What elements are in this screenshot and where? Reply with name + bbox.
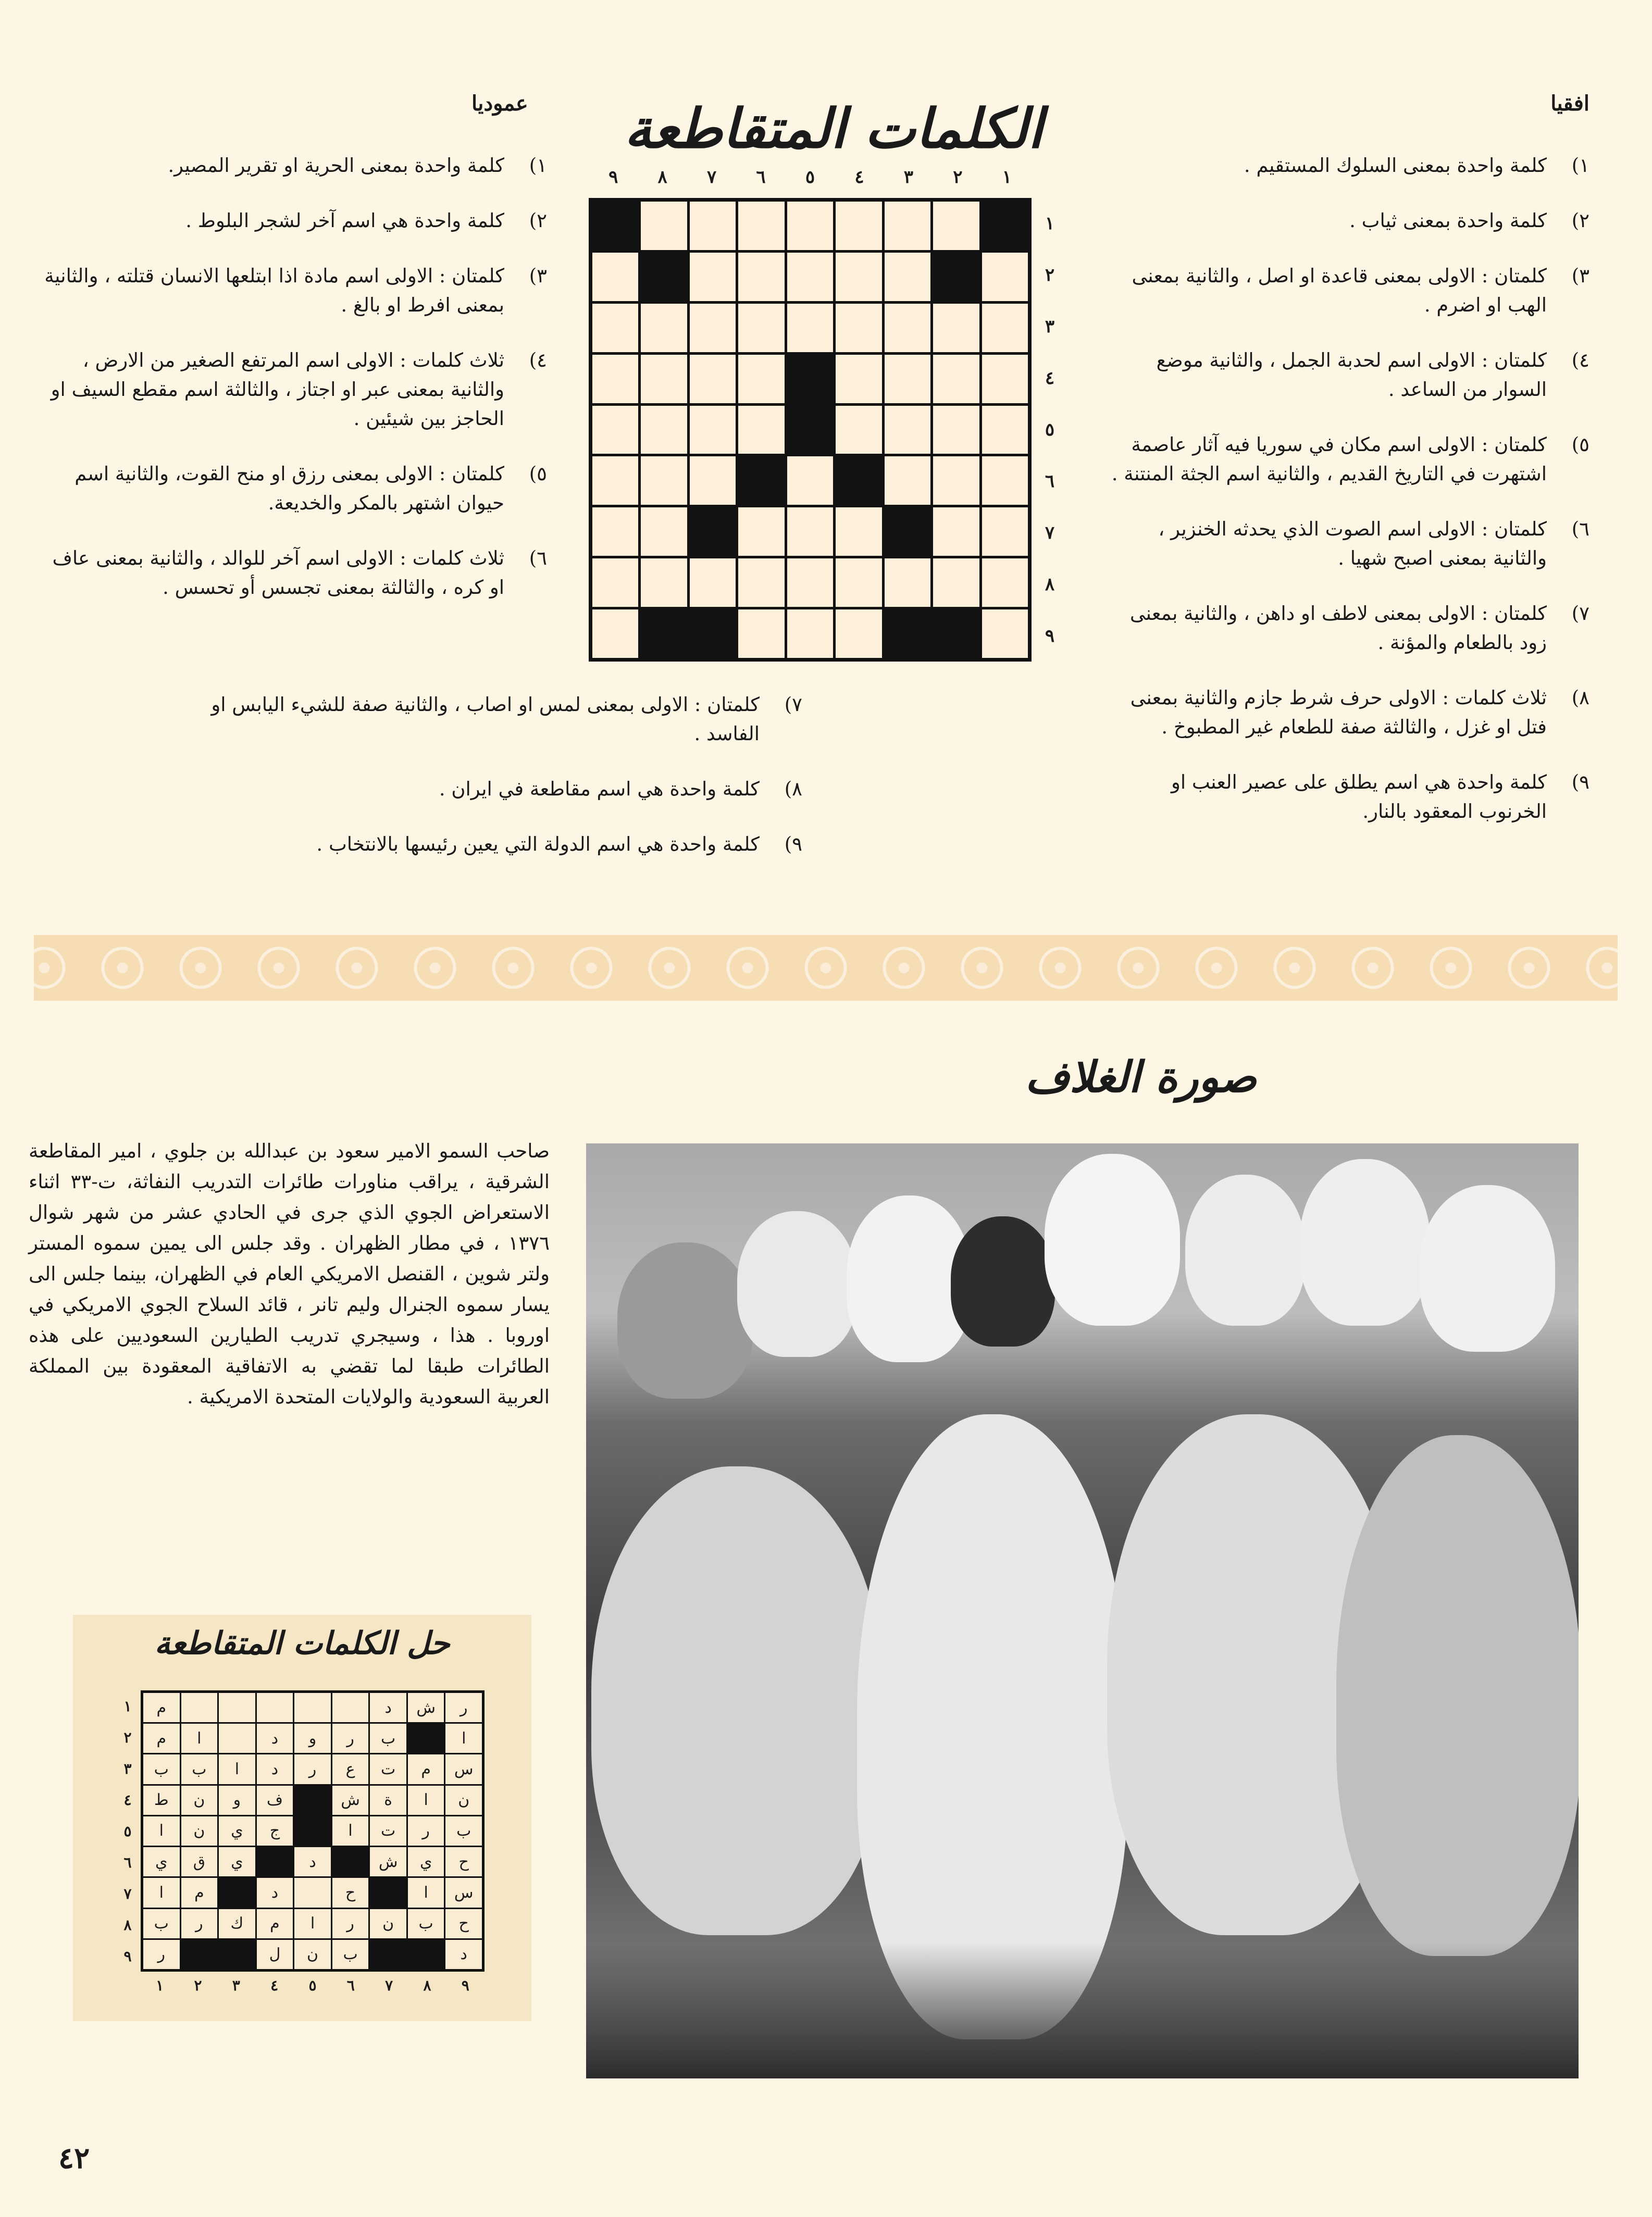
solution-letter: ا (143, 1816, 180, 1846)
white-square (787, 253, 833, 301)
white-square (641, 558, 687, 607)
column-number: ٣ (903, 167, 914, 188)
solution-letter: ن (294, 1940, 331, 1969)
black-square (933, 609, 979, 658)
white-square (836, 355, 881, 403)
clue-text: كلمة واحدة هي اسم مقاطعة في ايران . (439, 778, 760, 800)
white-square (787, 507, 833, 556)
clue-text: كلمة واحدة هي اسم آخر لشجر البلوط . (185, 209, 504, 232)
clue-number: ٥) (1571, 433, 1589, 456)
row-number: ١ (1045, 213, 1055, 234)
solution-letter: ك (219, 1909, 255, 1938)
white-square (982, 406, 1028, 454)
white-square (641, 202, 687, 250)
white-square (933, 558, 979, 607)
solution-black-square (219, 1940, 255, 1969)
solution-letter: ش (408, 1693, 444, 1722)
solution-letter: ح (332, 1878, 369, 1907)
clue-number: ٢) (529, 209, 547, 232)
down-clues-lower (156, 690, 802, 885)
clue-number: ٩) (784, 833, 802, 855)
solution-letter: ر (181, 1909, 218, 1938)
white-square (933, 507, 979, 556)
clue-number: ٧) (1571, 602, 1589, 625)
clue-text: كلمتان : الاولى اسم مادة اذا ابتلعها الانسان قتلته ، والثانية بمعنى افرط او بالغ . (44, 265, 504, 316)
solution-letter: و (219, 1786, 255, 1815)
white-square (738, 609, 784, 658)
white-square (836, 507, 881, 556)
solution-column-number: ٧ (385, 1977, 393, 1994)
clue-item (36, 151, 547, 180)
white-square (592, 558, 638, 607)
solution-letter: د (257, 1878, 293, 1907)
solution-letter (219, 1693, 255, 1722)
clue-number: ٨) (784, 778, 802, 800)
solution-letter: ا (143, 1878, 180, 1907)
solution-letter: ا (294, 1909, 331, 1938)
solution-letter: د (445, 1940, 482, 1969)
white-square (836, 406, 881, 454)
white-square (933, 456, 979, 505)
solution-letter: ط (143, 1786, 180, 1815)
solution-letter: ي (219, 1847, 255, 1876)
clue-text: كلمة واحدة هي اسم يطلق على عصير العنب او الخرنوب المعقود بالنار. (1171, 771, 1547, 823)
clue-number: ١) (529, 154, 547, 177)
solution-row-number: ٤ (123, 1791, 132, 1809)
white-square (836, 558, 881, 607)
solution-title: حل الكلمات المتقاطعة (154, 1625, 450, 1662)
solution-black-square (294, 1816, 331, 1846)
solution-column-number: ١ (156, 1977, 164, 1994)
clue-text: كلمة واحدة هي اسم الدولة التي يعين رئيسها بالانتخاب . (316, 833, 760, 855)
white-square (738, 558, 784, 607)
white-square (641, 507, 687, 556)
solution-letter: ب (332, 1940, 369, 1969)
black-square (836, 456, 881, 505)
clue-number: ١) (1571, 154, 1589, 177)
clue-item (36, 206, 547, 235)
solution-letter: ي (408, 1847, 444, 1876)
white-square (690, 355, 736, 403)
white-square (933, 202, 979, 250)
solution-black-square (257, 1847, 293, 1876)
down-heading: عموديا (471, 91, 528, 116)
black-square (933, 253, 979, 301)
clue-number: ٣) (1571, 265, 1589, 287)
solution-letter: ر (408, 1816, 444, 1846)
black-square (885, 507, 930, 556)
solution-letter: ن (445, 1786, 482, 1815)
clue-text: كلمة واحدة بمعنى السلوك المستقيم . (1244, 154, 1547, 177)
solution-letter: ح (445, 1847, 482, 1876)
white-square (933, 304, 979, 352)
column-number: ٢ (953, 167, 963, 188)
clue-text: ثلاث كلمات : الاولى اسم المرتفع الصغير من الارض ، والثانية بمعنى عبر او اجتاز ، والثالثة اسم مقطع السيف او الحاجز بين شيئين . (51, 349, 504, 430)
solution-letter: ق (181, 1847, 218, 1876)
black-square (690, 507, 736, 556)
figure-headdress-white (1045, 1154, 1180, 1326)
white-square (885, 456, 930, 505)
solution-letter: ب (143, 1754, 180, 1784)
solution-column-number: ٨ (423, 1977, 431, 1994)
solution-letter: ف (257, 1786, 293, 1815)
white-square (885, 558, 930, 607)
row-number: ٨ (1045, 574, 1055, 595)
clue-number: ٨) (1571, 687, 1589, 709)
column-number: ٤ (854, 167, 864, 188)
clue-text: كلمتان : الاولى اسم الصوت الذي يحدثه الخنزير ، والثانية بمعنى اصبح شهيا . (1158, 518, 1547, 569)
white-square (738, 355, 784, 403)
clue-number: ٩) (1571, 771, 1589, 793)
clue-item (1110, 261, 1589, 320)
clue-number: ٦) (1571, 518, 1589, 540)
solution-letter: ب (370, 1724, 406, 1753)
white-square (982, 253, 1028, 301)
solution-letter: د (370, 1693, 406, 1722)
solution-letter: س (445, 1754, 482, 1784)
figure-headdress-white (1185, 1175, 1305, 1326)
white-square (690, 304, 736, 352)
white-square (982, 456, 1028, 505)
white-square (885, 406, 930, 454)
solution-letter: ج (257, 1816, 293, 1846)
solution-black-square (181, 1940, 218, 1969)
solution-letter: د (257, 1754, 293, 1784)
white-square (836, 304, 881, 352)
white-square (836, 202, 881, 250)
solution-letter: ب (408, 1909, 444, 1938)
white-square (690, 558, 736, 607)
clue-item (156, 830, 802, 859)
clue-number: ٤) (1571, 349, 1589, 371)
solution-column-number: ٣ (232, 1977, 240, 1994)
white-square (885, 304, 930, 352)
solution-letter (294, 1878, 331, 1907)
white-square (787, 558, 833, 607)
white-square (690, 202, 736, 250)
solution-letter: ة (370, 1786, 406, 1815)
solution-letter: ا (181, 1724, 218, 1753)
solution-black-square (370, 1878, 406, 1907)
solution-letter: م (257, 1909, 293, 1938)
solution-letter: د (257, 1724, 293, 1753)
clue-item (36, 346, 547, 433)
clue-text: كلمتان : الاولى اسم مكان في سوريا فيه آثار عاصمة اشتهرت في التاريخ القديم ، والثانية اسم الجثة المنتنة . (1111, 433, 1547, 485)
cover-caption: صاحب السمو الامير سعود بن عبدالله بن جلوي ، امير المقاطعة الشرقية ، يراقب مناورات طائرات التدريب النفاثة، ت-٣٣ اثناء الاستعراض الجوي الذي جرى في الحادي عشر من شهر شوال ١٣٧٦ ، في مطار الظهران . وقد جلس الى يمين سموه المستر ولتر شوين ، القنصل الامريكي العام في الظهران، بينما جلس الى يسار سموه الجنرال وليم تانر ، قائد السلاح الجوي الامريكي في اوروبا . هذا ، وسيجري تدريب الطيارين السعوديين على هذه الطائرات طبقا لما تقضي به الاتفاقية المعقودة بين المملكة العربية السعودية والولايات المتحدة الامريكية . (29, 1140, 550, 1408)
solution-letter (257, 1693, 293, 1722)
black-square (690, 609, 736, 658)
solution-letter: ب (143, 1909, 180, 1938)
solution-letter: م (143, 1724, 180, 1753)
solution-letter: ي (219, 1816, 255, 1846)
figure-standing (951, 1216, 1055, 1347)
clue-text: كلمتان : الاولى بمعنى لاطف او داهن ، والثانية بمعنى زود بالطعام والمؤنة . (1129, 602, 1547, 654)
white-square (641, 456, 687, 505)
solution-letter: د (294, 1847, 331, 1876)
clue-text: كلمتان : الاولى بمعنى لمس او اصاب ، والثانية صفة للشيء اليابس او الفاسد . (211, 693, 760, 745)
column-number: ١ (1002, 167, 1012, 188)
clue-item (36, 261, 547, 320)
grid-column-numbers (589, 167, 1032, 188)
black-square (982, 202, 1028, 250)
white-square (738, 202, 784, 250)
clue-text: كلمتان : الاولى اسم لحدبة الجمل ، والثانية موضع السوار من الساعد . (1156, 349, 1547, 401)
solution-row-number: ٥ (123, 1822, 132, 1840)
clue-item (1110, 151, 1589, 180)
solution-letter: ي (143, 1847, 180, 1876)
solution-letter: و (294, 1724, 331, 1753)
black-square (641, 609, 687, 658)
clue-text: ثلاث كلمات : الاولى اسم آخر للوالد ، والثانية بمعنى عاف او كره ، والثالثة بمعنى تجسس أو تحسس . (52, 547, 504, 599)
row-number: ٩ (1045, 625, 1055, 646)
clue-text: كلمة واحدة بمعنى ثياب . (1349, 209, 1547, 232)
row-number: ٦ (1045, 470, 1055, 492)
white-square (787, 202, 833, 250)
clue-item (36, 544, 547, 602)
figure-seated-general (1336, 1435, 1579, 1956)
solution-letter: ش (332, 1786, 369, 1815)
clue-number: ٤) (529, 349, 547, 371)
black-square (787, 406, 833, 454)
figure-headdress-white (1300, 1159, 1430, 1326)
clue-number: ٧) (784, 693, 802, 716)
white-square (738, 406, 784, 454)
white-square (885, 202, 930, 250)
white-square (982, 558, 1028, 607)
solution-letter: م (143, 1693, 180, 1722)
clue-item (1110, 346, 1589, 404)
white-square (787, 304, 833, 352)
grid-row-numbers (1034, 198, 1065, 662)
solution-letter: ش (370, 1847, 406, 1876)
clue-text: ثلاث كلمات : الاولى حرف شرط جازم والثانية بمعنى فتل او غزل ، والثالثة صفة للطعام غير المطبوخ . (1130, 687, 1547, 738)
solution-row-number: ١ (123, 1697, 132, 1715)
solution-letter: س (445, 1878, 482, 1907)
solution-row-number: ٧ (123, 1885, 132, 1902)
black-square (787, 355, 833, 403)
photo-floor-shadow (586, 1943, 1579, 2078)
white-square (592, 609, 638, 658)
white-square (738, 304, 784, 352)
solution-letter: ا (332, 1816, 369, 1846)
clue-number: ٣) (529, 265, 547, 287)
white-square (787, 609, 833, 658)
solution-letter (181, 1693, 218, 1722)
crossword-grid (589, 198, 1032, 662)
clue-item (156, 775, 802, 804)
solution-grid (141, 1690, 485, 1972)
across-heading: افقيا (1550, 91, 1589, 116)
white-square (592, 355, 638, 403)
solution-row-number: ٣ (123, 1760, 132, 1777)
solution-black-square (219, 1878, 255, 1907)
solution-letter: ب (181, 1754, 218, 1784)
white-square (592, 507, 638, 556)
solution-column-number: ٦ (346, 1977, 355, 1994)
white-square (641, 406, 687, 454)
white-square (592, 406, 638, 454)
solution-letter: م (408, 1754, 444, 1784)
solution-letter: ر (332, 1909, 369, 1938)
clue-item (36, 459, 547, 518)
cover-photo-title: صورة الغلاف (1025, 1052, 1257, 1102)
white-square (982, 609, 1028, 658)
white-square (738, 253, 784, 301)
solution-black-square (408, 1724, 444, 1753)
white-square (592, 456, 638, 505)
white-square (787, 456, 833, 505)
solution-letter: م (181, 1878, 218, 1907)
solution-black-square (408, 1940, 444, 1969)
clue-text: كلمتان : الاولى بمعنى قاعدة او اصل ، والثانية بمعنى الهب او اضرم . (1132, 265, 1547, 316)
column-number: ٧ (706, 167, 717, 188)
solution-letter (294, 1693, 331, 1722)
solution-letter: ت (370, 1816, 406, 1846)
clue-item (1110, 683, 1589, 742)
solution-letter: ا (408, 1878, 444, 1907)
row-number: ٣ (1045, 316, 1055, 338)
solution-letter (332, 1693, 369, 1722)
solution-black-square (294, 1786, 331, 1815)
white-square (885, 253, 930, 301)
solution-letter: ر (445, 1693, 482, 1722)
white-square (690, 253, 736, 301)
figure-officer-left (617, 1242, 753, 1399)
solution-letter: ل (257, 1940, 293, 1969)
clue-text: كلمة واحدة بمعنى الحرية او تقرير المصير. (168, 154, 504, 177)
column-number: ٦ (756, 167, 766, 188)
white-square (690, 456, 736, 505)
solution-row-numbers (117, 1690, 138, 1972)
white-square (933, 406, 979, 454)
white-square (982, 355, 1028, 403)
figure-seated-suit (591, 1466, 883, 1935)
solution-letter: ر (143, 1940, 180, 1969)
row-number: ٥ (1045, 419, 1055, 440)
solution-letter: ع (332, 1754, 369, 1784)
solution-black-square (370, 1940, 406, 1969)
solution-letter: ن (181, 1816, 218, 1846)
page-number: ٤٢ (58, 2141, 90, 2175)
white-square (690, 406, 736, 454)
solution-column-numbers (141, 1977, 485, 1994)
clue-number: ٢) (1571, 209, 1589, 232)
row-number: ٤ (1045, 368, 1055, 389)
solution-letter: ن (370, 1909, 406, 1938)
solution-column-number: ٢ (194, 1977, 202, 1994)
black-square (885, 609, 930, 658)
row-number: ٧ (1045, 522, 1055, 543)
solution-letter: ر (332, 1724, 369, 1753)
clue-number: ٥) (529, 463, 547, 485)
black-square (592, 202, 638, 250)
solution-letter: ح (445, 1909, 482, 1938)
ornamental-divider (34, 935, 1618, 1001)
solution-column-number: ٩ (461, 1977, 469, 1994)
white-square (836, 609, 881, 658)
figure-headdress-white (737, 1211, 857, 1357)
solution-letter: ب (445, 1816, 482, 1846)
white-square (982, 304, 1028, 352)
white-square (885, 355, 930, 403)
white-square (641, 355, 687, 403)
figure-headdress-white (1420, 1185, 1555, 1352)
solution-row-number: ٢ (123, 1728, 132, 1746)
clue-item (1110, 206, 1589, 235)
white-square (592, 253, 638, 301)
across-clues (1110, 151, 1589, 852)
solution-letter: ا (445, 1724, 482, 1753)
white-square (982, 507, 1028, 556)
solution-letter: ر (294, 1754, 331, 1784)
solution-black-square (332, 1847, 369, 1876)
column-number: ٨ (657, 167, 667, 188)
row-number: ٢ (1045, 265, 1055, 286)
clue-item (1110, 599, 1589, 657)
white-square (641, 304, 687, 352)
clue-text: كلمتان : الاولى بمعنى رزق او منح القوت، والثانية اسم حيوان اشتهر بالمكر والخديعة. (74, 463, 504, 514)
down-clues-upper (36, 151, 547, 628)
solution-letter: ت (370, 1754, 406, 1784)
cover-photograph (586, 1143, 1579, 2078)
black-square (641, 253, 687, 301)
clue-item (1110, 515, 1589, 573)
solution-row-number: ٩ (123, 1947, 132, 1965)
clue-number: ٦) (529, 547, 547, 569)
solution-letter: ا (408, 1786, 444, 1815)
solution-column-number: ٥ (308, 1977, 317, 1994)
solution-row-number: ٨ (123, 1916, 132, 1934)
white-square (836, 253, 881, 301)
clue-item (156, 690, 802, 749)
column-number: ٥ (805, 167, 815, 188)
solution-letter: ا (219, 1754, 255, 1784)
clue-item (1110, 768, 1589, 826)
crossword-title: الكلمات المتقاطعة (624, 96, 1043, 160)
solution-row-number: ٦ (123, 1853, 132, 1871)
solution-box (73, 1615, 531, 2021)
black-square (738, 456, 784, 505)
solution-column-number: ٤ (270, 1977, 279, 1994)
solution-letter (219, 1724, 255, 1753)
clue-item (1110, 430, 1589, 489)
white-square (592, 304, 638, 352)
white-square (933, 355, 979, 403)
column-number: ٩ (608, 167, 618, 188)
white-square (738, 507, 784, 556)
solution-letter: ن (181, 1786, 218, 1815)
